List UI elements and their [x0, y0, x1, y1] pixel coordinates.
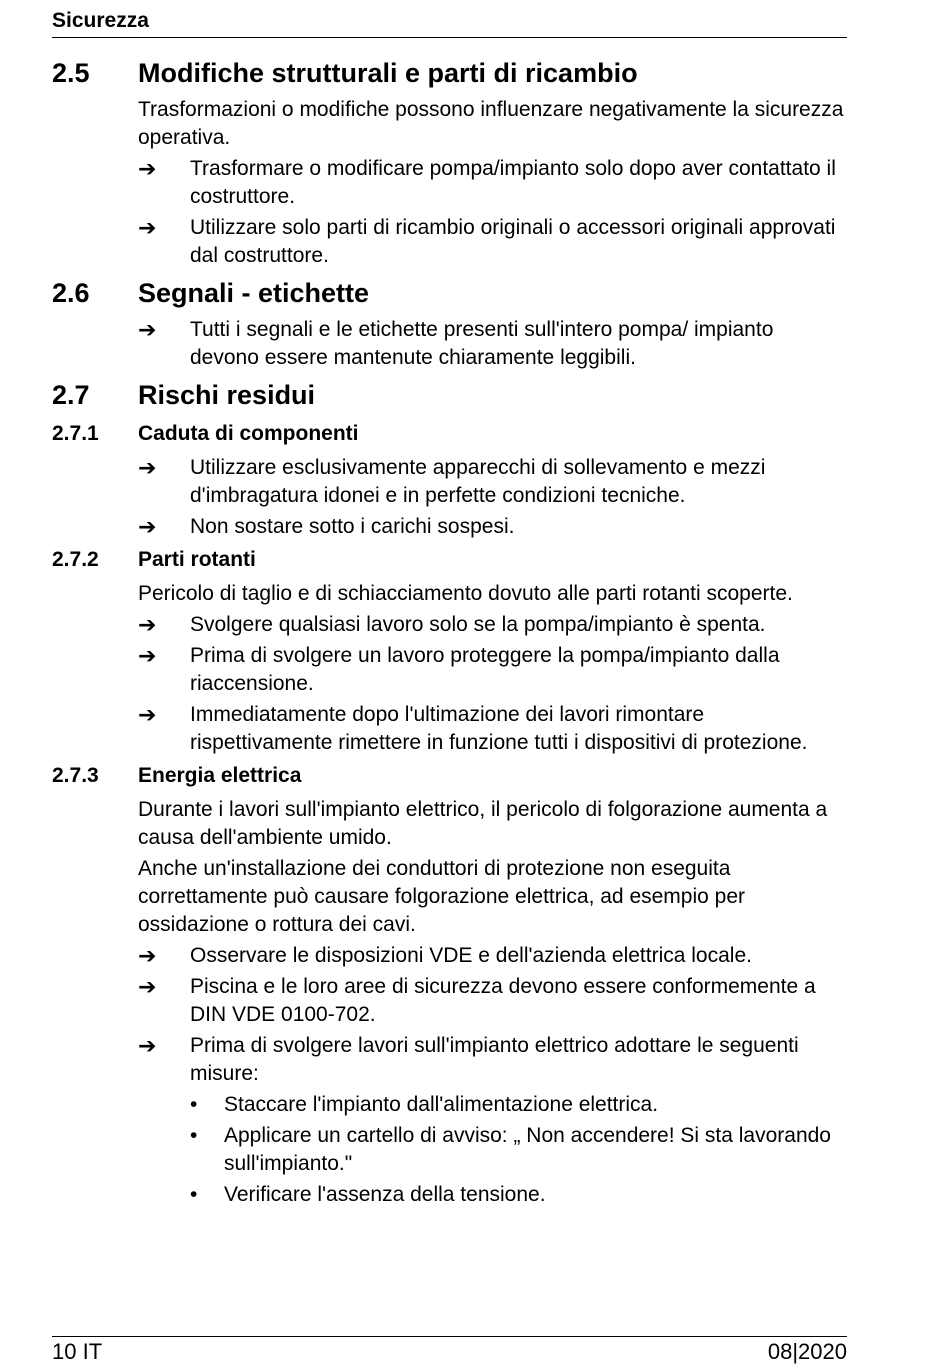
- page-number: 10 IT: [52, 1339, 103, 1364]
- list-item-text: Piscina e le loro aree di sicurezza devono essere conformemente a DIN VDE 0100-702.: [190, 975, 816, 1026]
- list-item-text: Svolgere qualsiasi lavoro solo se la pompa/impianto è spenta.: [190, 613, 766, 636]
- arrow-icon: ➔: [138, 156, 157, 181]
- arrow-icon: ➔: [138, 455, 157, 480]
- arrow-icon: ➔: [138, 643, 157, 668]
- bullet-icon: •: [190, 1093, 198, 1116]
- heading-2-5: [52, 56, 847, 90]
- arrow-list-item: [138, 973, 847, 1029]
- section-title: Energia elettrica: [138, 764, 302, 787]
- heading-2-7-2: [52, 546, 847, 574]
- arrow-icon: ➔: [138, 943, 157, 968]
- list-item-text: Verificare l'assenza della tensione.: [224, 1183, 546, 1206]
- bullet-icon: •: [190, 1183, 198, 1206]
- page-header: [52, 8, 847, 38]
- list-item-text: Non sostare sotto i carichi sospesi.: [190, 515, 515, 538]
- page-content: [52, 56, 847, 1209]
- section-number: 2.7: [52, 380, 90, 410]
- section-title: Caduta di componenti: [138, 422, 359, 445]
- arrow-list-item: [138, 611, 847, 639]
- section-number: 2.7.2: [52, 548, 99, 571]
- section-number: 2.7.3: [52, 764, 99, 787]
- edition-date: 08|2020: [767, 1339, 847, 1364]
- paragraph: Anche un'installazione dei conduttori di protezione non eseguita correttamente può causare folgorazione elettrica, ad esempio per ossidazione o rottura dei cavi.: [138, 857, 746, 936]
- list-item-text: Osservare le disposizioni VDE e dell'azienda elettrica locale.: [190, 944, 752, 967]
- arrow-list-item: [138, 942, 847, 970]
- section-title: Parti rotanti: [138, 548, 256, 571]
- list-item-text: Staccare l'impianto dall'alimentazione elettrica.: [224, 1093, 659, 1116]
- arrow-list-item: [138, 642, 847, 698]
- arrow-list-item: [138, 701, 847, 757]
- bullet-list-item: [190, 1122, 847, 1178]
- section-title: Segnali - etichette: [138, 278, 370, 308]
- arrow-icon: ➔: [138, 974, 157, 999]
- arrow-icon: ➔: [138, 317, 157, 342]
- list-item-text: Prima di svolgere un lavoro proteggere la pompa/impianto dalla riaccensione.: [190, 644, 780, 695]
- bullet-list-item: [190, 1091, 847, 1119]
- header-title: Sicurezza: [52, 9, 149, 32]
- arrow-icon: ➔: [138, 1033, 157, 1058]
- paragraph: Trasformazioni o modifiche possono influenzare negativamente la sicurezza operativa.: [138, 98, 844, 149]
- list-item-text: Trasformare o modificare pompa/impianto solo dopo aver contattato il costruttore.: [190, 157, 836, 208]
- arrow-icon: ➔: [138, 514, 157, 539]
- paragraph: Durante i lavori sull'impianto elettrico, il pericolo di folgorazione aumenta a causa dell'ambiente umido.: [138, 798, 828, 849]
- arrow-icon: ➔: [138, 612, 157, 637]
- arrow-list-item: [138, 214, 847, 270]
- section-title: Rischi residui: [138, 380, 316, 410]
- list-item-text: Utilizzare esclusivamente apparecchi di sollevamento e mezzi d'imbragatura idonei e in perfette condizioni tecniche.: [190, 456, 766, 507]
- arrow-list-item: [138, 513, 847, 541]
- list-item-text: Applicare un cartello di avviso: „ Non accendere! Si sta lavorando sull'impianto.": [224, 1124, 831, 1175]
- section-title: Modifiche strutturali e parti di ricambio: [138, 58, 638, 88]
- section-number: 2.5: [52, 58, 90, 88]
- section-number: 2.6: [52, 278, 90, 308]
- heading-2-7: [52, 378, 847, 412]
- paragraph: Pericolo di taglio e di schiacciamento dovuto alle parti rotanti scoperte.: [138, 582, 793, 605]
- arrow-list-item: [138, 454, 847, 510]
- heading-2-7-3: [52, 762, 847, 790]
- list-item-text: Utilizzare solo parti di ricambio originali o accessori originali approvati dal costruttore.: [190, 216, 836, 267]
- arrow-list-item: [138, 155, 847, 211]
- section-number: 2.7.1: [52, 422, 99, 445]
- list-item-text: Tutti i segnali e le etichette presenti sull'intero pompa/ impianto devono essere mantenute chiaramente leggibili.: [190, 318, 774, 369]
- heading-2-7-1: [52, 420, 847, 448]
- arrow-list-item: [138, 1032, 847, 1088]
- list-item-text: Prima di svolgere lavori sull'impianto elettrico adottare le seguenti misure:: [190, 1034, 799, 1085]
- bullet-list-item: [190, 1181, 847, 1209]
- arrow-list-item: [138, 316, 847, 372]
- list-item-text: Immediatamente dopo l'ultimazione dei lavori rimontare rispettivamente rimettere in funzione tutti i dispositivi di protezione.: [190, 703, 808, 754]
- bullet-icon: •: [190, 1124, 198, 1147]
- arrow-icon: ➔: [138, 215, 157, 240]
- arrow-icon: ➔: [138, 702, 157, 727]
- heading-2-6: [52, 276, 847, 310]
- page-footer: [52, 1336, 847, 1371]
